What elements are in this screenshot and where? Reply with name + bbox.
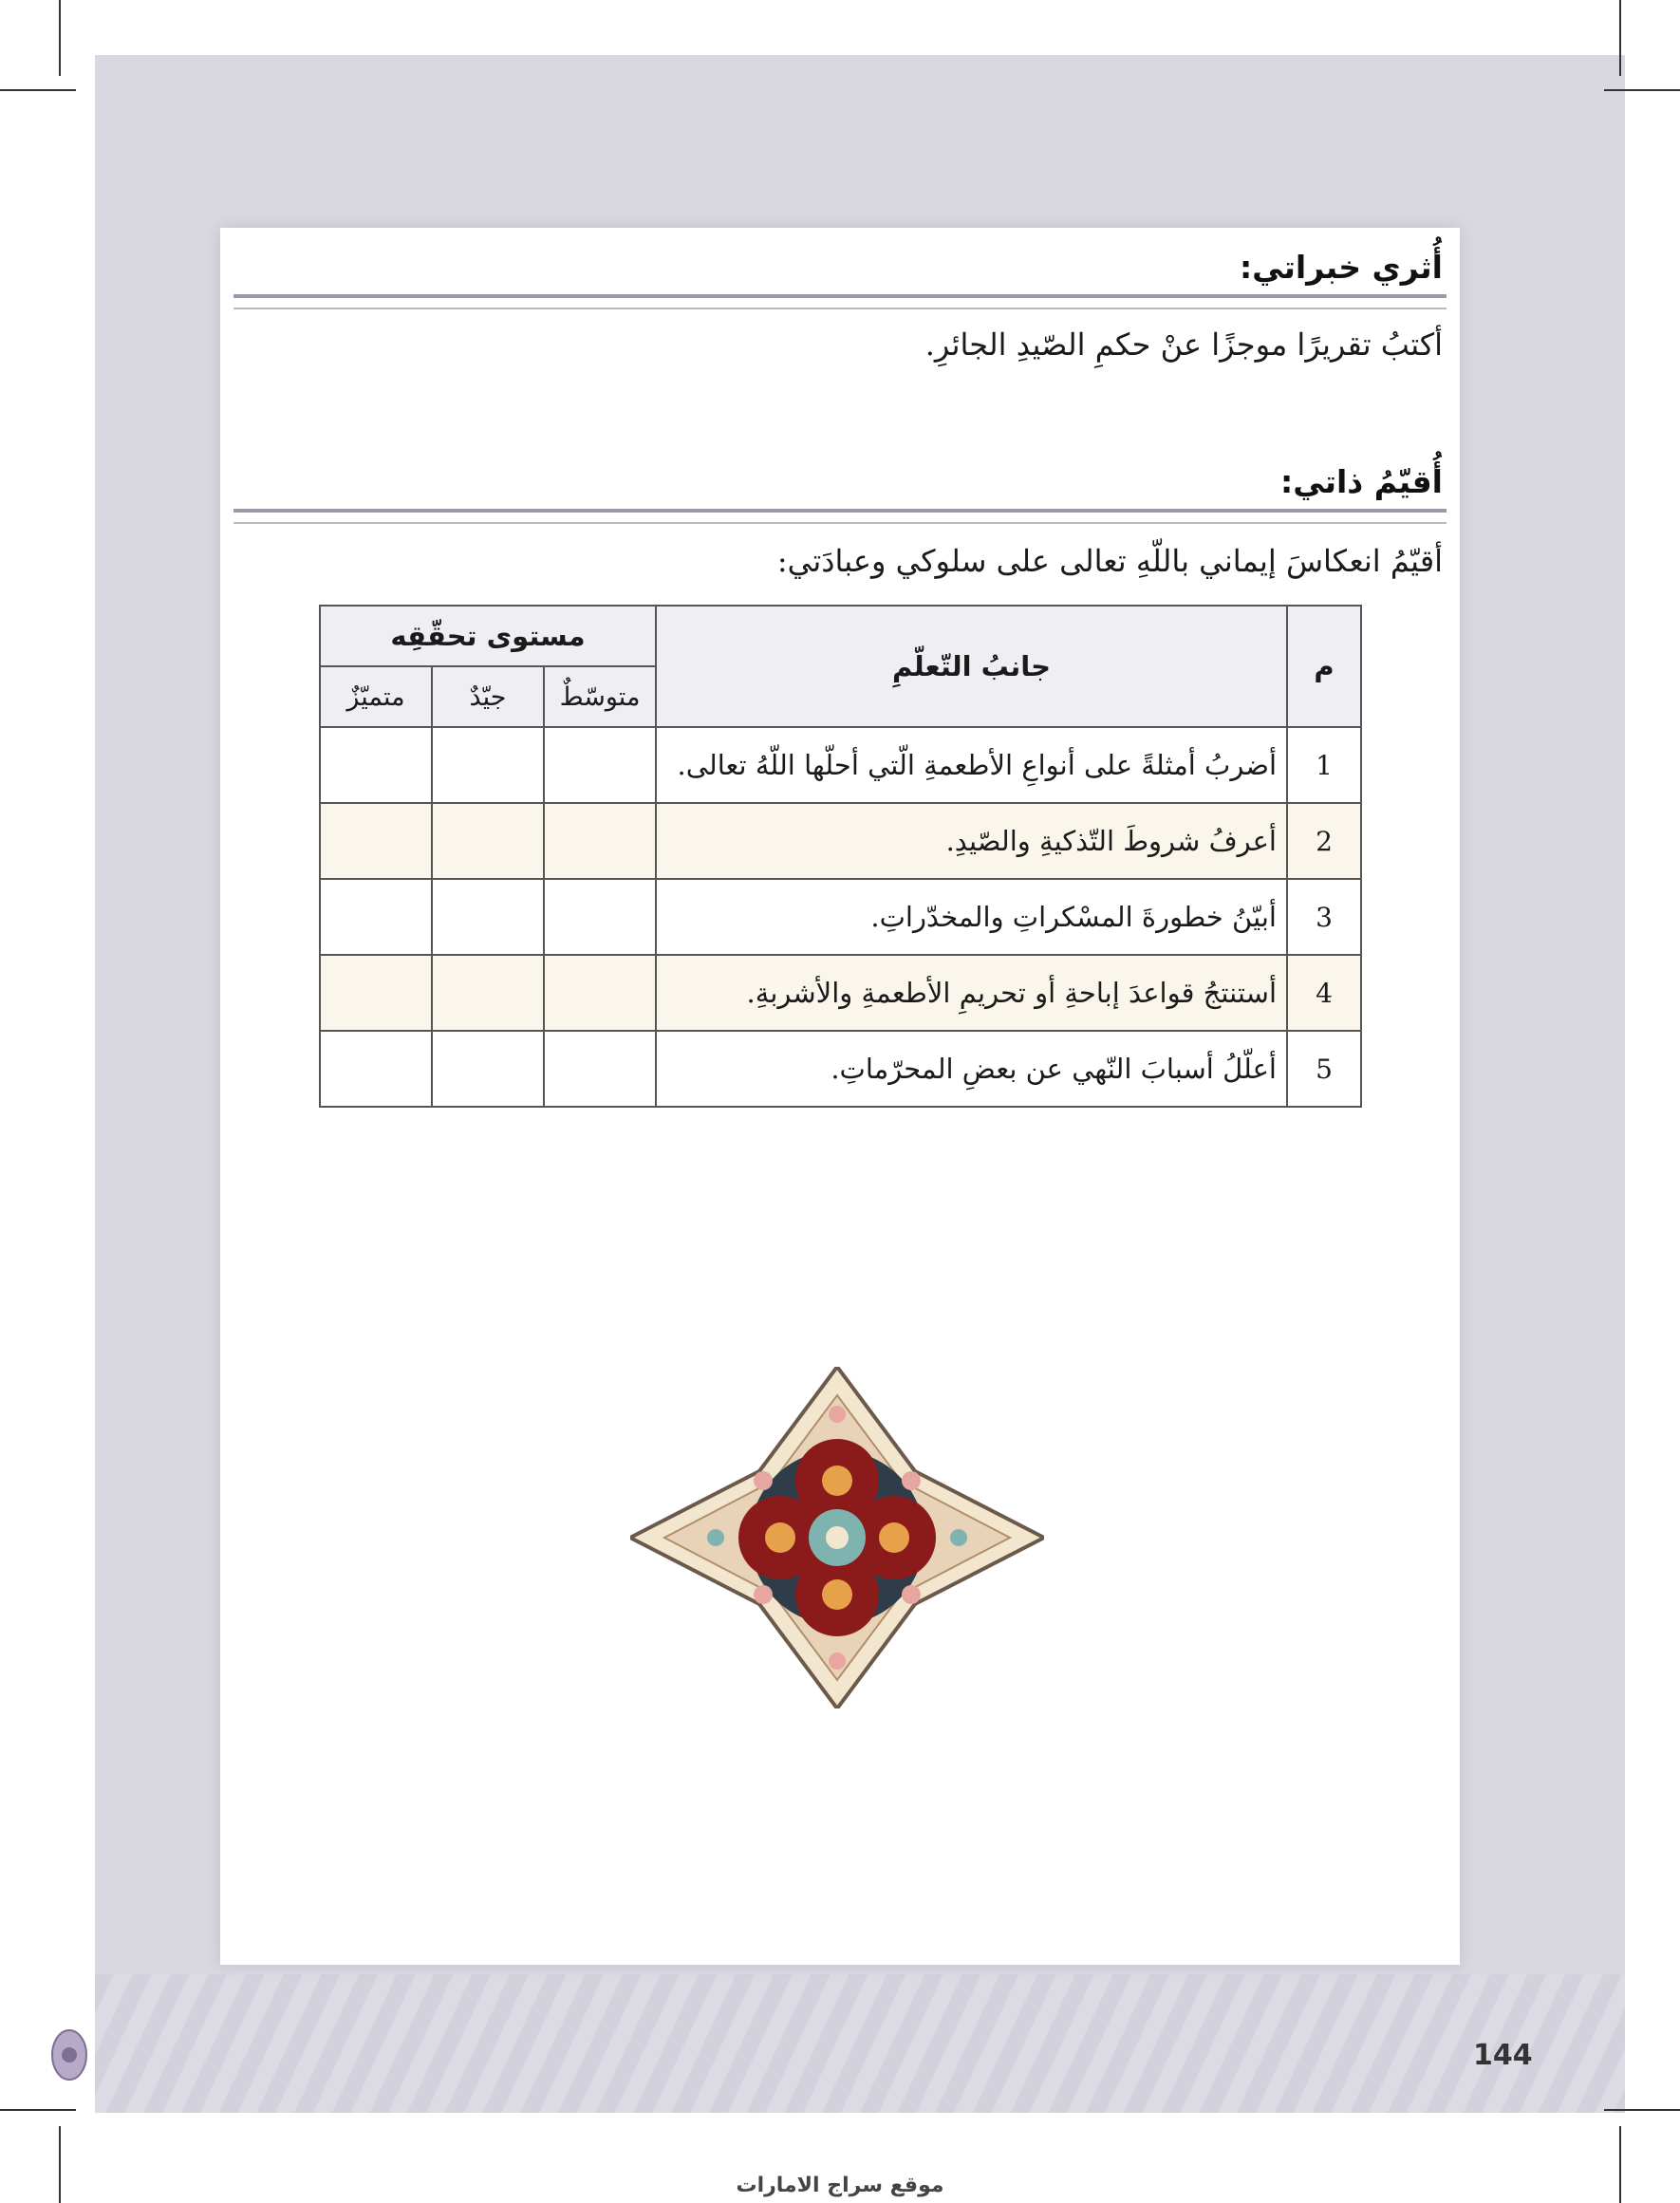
table-row: [320, 879, 1361, 955]
floral-border-decoration: [95, 1974, 1625, 2113]
footer-watermark: موقع سراج الامارات: [736, 2174, 944, 2197]
level-header-average: متوسّطٌ: [544, 666, 656, 727]
level-header-excellent: متميّزٌ: [320, 666, 432, 727]
page-number: 144: [1473, 2039, 1533, 2072]
crop-mark: [1604, 2109, 1680, 2111]
section-divider: [233, 509, 1447, 524]
row-text: أضربُ أمثلةً على أنواعِ الأطعمةِ الّتي أحلّها اللّهُ تعالى.: [656, 727, 1287, 803]
level-cell[interactable]: [432, 955, 544, 1031]
level-cell[interactable]: [320, 955, 432, 1031]
level-cell[interactable]: [544, 1031, 656, 1107]
level-cell[interactable]: [544, 955, 656, 1031]
row-text: أستنتجُ قواعدَ إباحةِ أو تحريمِ الأطعمةِ والأشربةِ.: [656, 955, 1287, 1031]
row-number: 1: [1287, 727, 1361, 803]
experiences-heading: أُثري خبراتي:: [1239, 249, 1443, 286]
col-header-number: م: [1287, 606, 1361, 727]
assessment-table: [319, 605, 1362, 1108]
table-row: [320, 1031, 1361, 1107]
row-number: 5: [1287, 1031, 1361, 1107]
crop-mark: [59, 0, 61, 76]
row-number: 4: [1287, 955, 1361, 1031]
row-text: أبيّنُ خطورةَ المسْكراتِ والمخدّراتِ.: [656, 879, 1287, 955]
table-row: [320, 955, 1361, 1031]
level-cell[interactable]: [544, 879, 656, 955]
experiences-text: أكتبُ تقريرًا موجزًا عنْ حكمِ الصّيدِ الجائرِ.: [924, 327, 1443, 363]
level-cell[interactable]: [432, 1031, 544, 1107]
level-cell[interactable]: [544, 803, 656, 879]
crop-mark: [0, 2109, 76, 2111]
level-cell[interactable]: [320, 803, 432, 879]
level-cell[interactable]: [320, 727, 432, 803]
section-divider: [233, 294, 1447, 309]
row-text: أعرفُ شروطَ التّذكيةِ والصّيدِ.: [656, 803, 1287, 879]
level-cell[interactable]: [320, 879, 432, 955]
col-header-level-group: مستوى تحقّقِه: [320, 606, 656, 666]
level-header-good: جيّدٌ: [432, 666, 544, 727]
row-number: 2: [1287, 803, 1361, 879]
decorative-ornament: [630, 1367, 1044, 1708]
level-cell[interactable]: [432, 879, 544, 955]
level-cell[interactable]: [432, 803, 544, 879]
table-row: [320, 727, 1361, 803]
row-number: 3: [1287, 879, 1361, 955]
crop-mark: [1604, 89, 1680, 91]
level-cell[interactable]: [544, 727, 656, 803]
table-row: [320, 803, 1361, 879]
crop-mark: [0, 89, 76, 91]
row-text: أعلّلُ أسبابَ النّهي عن بعضِ المحرّماتِ.: [656, 1031, 1287, 1107]
level-cell[interactable]: [320, 1031, 432, 1107]
seal-icon: [49, 2027, 89, 2082]
level-cell[interactable]: [432, 727, 544, 803]
self-assessment-intro: أقيّمُ انعكاسَ إيماني باللّهِ تعالى على سلوكي وعبادَتي:: [776, 543, 1443, 579]
crop-mark: [1619, 0, 1621, 76]
col-header-aspect: جانبُ التّعلّمِ: [656, 606, 1287, 727]
self-assessment-heading: أُقيّمُ ذاتي:: [1280, 463, 1443, 500]
